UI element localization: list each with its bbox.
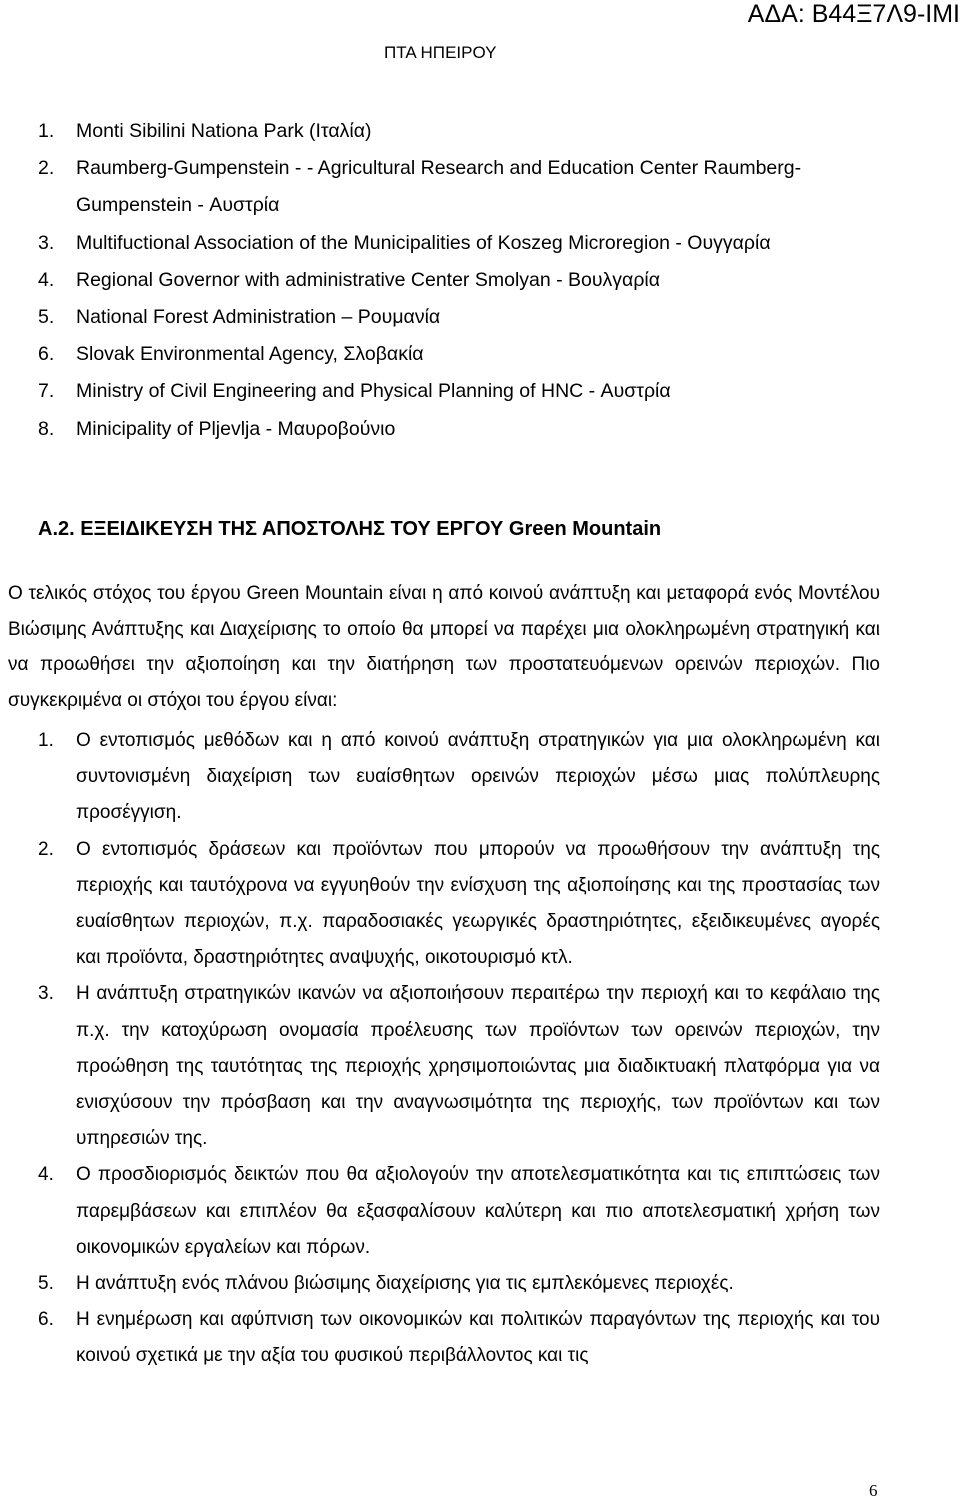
list-item [38,976,880,1157]
list-number: 7. [38,380,55,403]
list-number: 5. [38,306,55,329]
organization-header: ΠΤΑ ΗΠΕΙΡΟΥ [384,43,497,62]
list-number: 3. [38,231,55,254]
list-text: Multifuctional Association of the Municipalities of Koszeg Microregion - Ουγγαρία [76,231,771,254]
list-item [38,262,898,299]
list-text: National Forest Administration – Ρουμανία [76,306,441,329]
list-number: 6. [38,1309,54,1331]
list-text: Η ανάπτυξη στρατηγικών ικανών να αξιοποιήσουν περαιτέρω την περιοχή και το κεφάλαιο της π.χ. την κατοχύρωση ονομασία προέλευσης των προϊόντων των ορεινών περιοχών, την προώθηση της ταυτότητας της περιοχής χρησιμοποιώντας μια διαδικτυακή πλατφόρμα για να ενισχύσουν την πρόσβαση και την αναγνωσιμότητα της περιοχής, των προϊόντων και των υπηρεσιών της. [76,983,880,1150]
list-text: Minicipality of Pljevlja - Μαυροβούνιο [76,417,396,440]
list-text: Slovak Environmental Agency, Σλοβακία [76,343,424,366]
list-item [38,150,898,224]
section-heading: Α.2. ΕΞΕΙΔΙΚΕΥΣΗ ΤΗΣ ΑΠΟΣΤΟΛΗΣ ΤΟΥ ΕΡΓΟΥ Green Mountain [38,518,662,540]
list-item [38,832,880,977]
intro-paragraph: Ο τελικός στόχος του έργου Green Mountain είναι η από κοινού ανάπτυξη και μεταφορά ενός Μοντέλου Βιώσιμης Ανάπτυξης και Διαχείρισης το οποίο θα μπορεί να παρέχει μια ολοκληρωμένη στρατηγική και να προωθήσει την αξιοποίηση και την διατήρηση των προστατευόμενων ορεινών περιοχών. Πιο συγκεκριμένα οι στόχοι του έργου είναι: [8,583,880,711]
list-number: 2. [38,838,54,860]
list-item [38,1266,880,1302]
list-number: 2. [38,157,55,180]
partner-list [38,113,898,448]
ada-code: ΑΔΑ: Β44Ξ7Λ9-ΙΜΙ [747,0,960,28]
list-number: 4. [38,1164,54,1186]
list-item [38,1302,880,1374]
list-item [38,373,898,410]
list-text: Ministry of Civil Engineering and Physical Planning of HNC - Αυστρία [76,380,671,403]
list-item [38,411,898,448]
list-text: Ο προσδιορισμός δεικτών που θα αξιολογούν την αποτελεσματικότητα και τις επιπτώσεις των παρεμβάσεων και επιπλέον θα εξασφαλίσουν καλύτερη και πιο αποτελεσματική χρήση των οικονομικών εργαλείων και πόρων. [76,1164,880,1258]
list-text: Raumberg-Gumpenstein - - Agricultural Research and Education Center Raumberg-Gumpenstein - Αυστρία [76,157,802,217]
list-item [38,1157,880,1266]
list-text: Ο εντοπισμός μεθόδων και η από κοινού ανάπτυξη στρατηγικών για μια ολοκληρωμένη και συντονισμένη διαχείριση των ευαίσθητων ορεινών περιοχών μέσω μιας πολύπλευρης προσέγγιση. [76,730,880,824]
list-text: Ο εντοπισμός δράσεων και προϊόντων που μπορούν να προωθήσουν την ανάπτυξη της περιοχής και ταυτόχρονα να εγγυηθούν την ενίσχυση της αξιοποίησης και της προστασίας των ευαίσθητων περιοχών, π.χ. παραδοσιακές γεωργικές δραστηριότητες, εξειδικευμένες αγορές και προϊόντα, δραστηριότητες αναψυχής, οικοτουρισμό κτλ. [76,838,880,969]
list-item [38,225,898,262]
list-number: 3. [38,983,54,1005]
list-item [38,723,880,832]
list-number: 1. [38,120,55,142]
list-item [38,336,898,373]
list-item [38,299,898,336]
page-number: 6 [869,1481,878,1500]
list-number: 5. [38,1273,54,1295]
list-text: Regional Governor with administrative Center Smolyan - Βουλγαρία [76,268,661,291]
list-number: 1. [38,730,54,751]
list-number: 6. [38,343,55,366]
list-text: Η ενημέρωση και αφύπνιση των οικονομικών και πολιτικών παραγόντων της περιοχής και του κοινού σχετικά με την αξία του φυσικού περιβάλλοντος και τις [76,1309,880,1367]
list-number: 4. [38,268,55,291]
objectives-list [38,723,880,1375]
list-item [38,113,898,150]
list-text: Η ανάπτυξη ενός πλάνου βιώσιμης διαχείρισης για τις εμπλεκόμενες περιοχές. [76,1273,734,1295]
list-number: 8. [38,417,55,440]
list-text: Monti Sibilini Nationa Park (Ιταλία) [76,120,372,142]
